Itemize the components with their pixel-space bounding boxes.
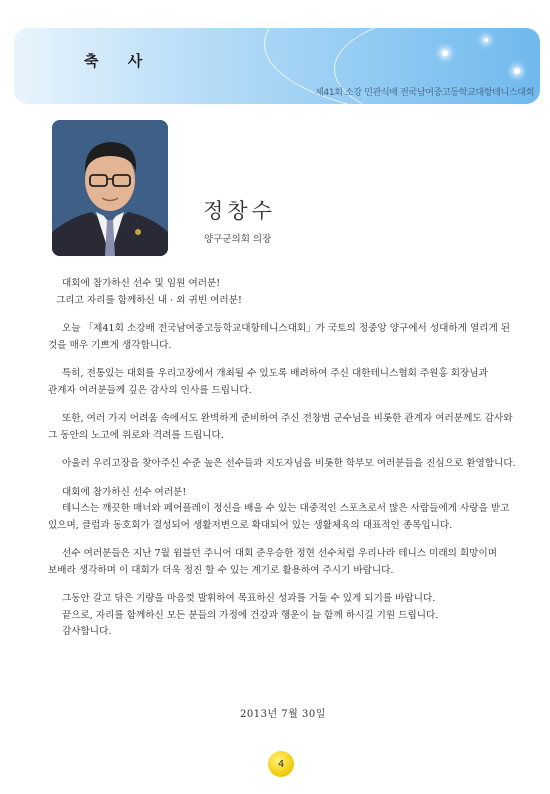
- page-number-badge: 4: [268, 751, 294, 777]
- speaker-name: 정창수: [203, 199, 276, 223]
- athletes-paragraph: 테니스는 깨끗한 매너와 페어플레이 정신을 배울 수 있는 대중적인 스포츠로서 많은 사람들에게 사랑을 받고 있으며, 클럽과 동호회가 결성되어 생활저변으로 확대되어 있는 생활체육의 대표적인 종목입니다.: [48, 503, 510, 531]
- speaker-portrait: [52, 120, 168, 256]
- paragraph: 또한, 여러 가지 어려움 속에서도 완벽하게 준비하여 주신 전창범 군수님을 비롯한 관계자 여러분께도 감사와 그 동안의 노고에 위로와 격려를 드립니다.: [48, 413, 513, 441]
- header-sparkle: [442, 50, 448, 56]
- paragraph: 아울러 우리고장을 찾아주신 수준 높은 선수들과 지도자님을 비롯한 학부모 여러분들을 진심으로 환영합니다.: [62, 458, 516, 469]
- speech-body: [48, 276, 518, 653]
- greeting-block: [48, 276, 518, 309]
- portrait-illustration: [52, 120, 168, 256]
- greeting-line: 그리고 자리를 함께하신 내 · 외 귀빈 여러분!: [56, 294, 242, 306]
- header-sparkle: [514, 68, 520, 74]
- greeting-line: 대회에 참가하신 선수 및 임원 여러분!: [62, 278, 221, 289]
- athletes-block: [48, 485, 518, 535]
- speech-date: 2013년 7월 30일: [240, 709, 326, 720]
- paragraph: 오늘 「제41회 소강배 전국남여중고등학교대항테니스대회」가 국토의 정중앙 양구에서 성대하게 열리게 된 것을 매우 기쁘게 생각합니다.: [48, 323, 511, 351]
- header-sparkle: [484, 38, 488, 42]
- speaker-role: 양구군의회 의장: [204, 234, 272, 245]
- page-title: 축 사: [84, 52, 155, 70]
- event-subtitle: 제41회 소강 민관식배 전국남여중고등학교대항테니스대회: [315, 87, 534, 98]
- paragraph: 특히, 전통있는 대회를 우리고장에서 개최될 수 있도록 배려하여 주신 대한테니스협회 주원홍 회장님과 관계자 여러분들께 깊은 감사의 인사를 드립니다.: [48, 368, 488, 396]
- closing-line: 그동안 갈고 닦은 기량을 마음껏 발휘하여 목표하신 성과를 거둘 수 있게 되기를 바랍니다.: [62, 593, 436, 604]
- paragraph: 선수 여러분들은 지난 7월 윔블던 주니어 대회 준우승한 정현 선수처럼 우리나라 테니스 미래의 희망이며 보배라 생각하며 이 대회가 더욱 정진 할 수 있는 계기로 활용하여 주시기 바랍니다.: [48, 548, 497, 576]
- closing-block: [48, 591, 518, 641]
- closing-line: 끝으로, 자리를 함께하신 모든 분들의 가정에 건강과 행운이 늘 함께 하시길 기원 드립니다.: [62, 609, 439, 621]
- closing-line: 감사합니다.: [62, 626, 112, 637]
- athletes-greeting: 대회에 참가하신 선수 여러분!: [62, 486, 187, 498]
